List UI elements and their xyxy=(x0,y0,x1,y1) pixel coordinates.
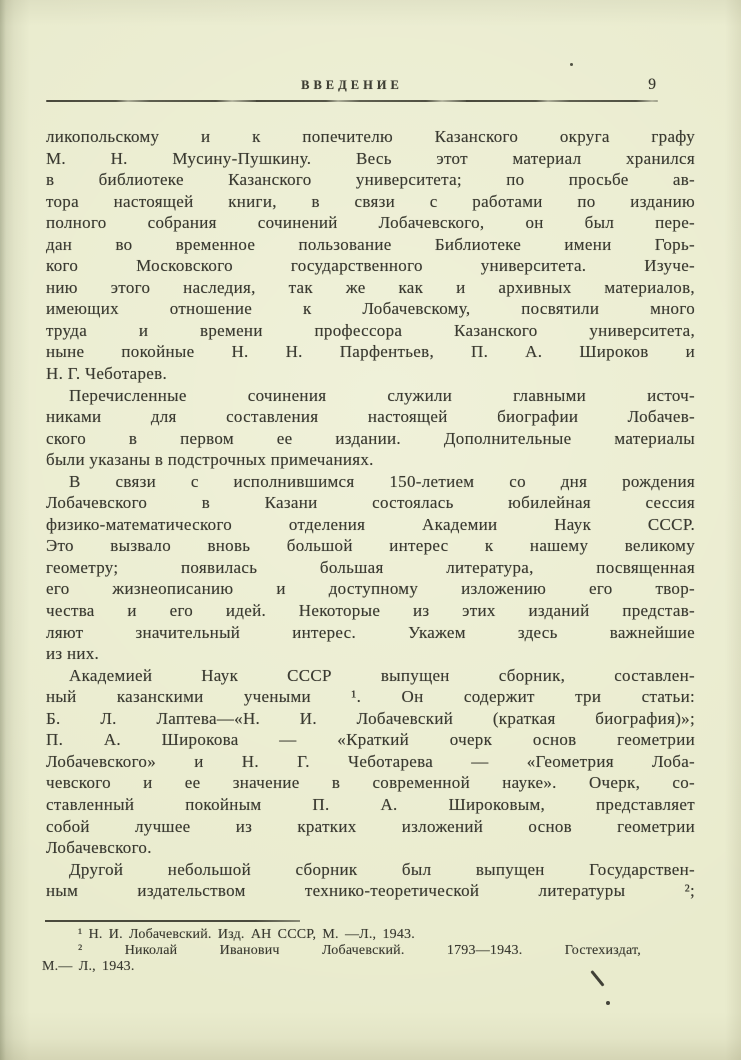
text-line: тора настоящей книги, в связи с работами по изданию xyxy=(46,191,695,211)
header-rule xyxy=(46,100,658,102)
text-line: труда и времени профессора Казанского университета, xyxy=(46,320,695,340)
text-line: имеющих отношение к Лобачевскому, посвятили много xyxy=(46,299,695,319)
text-line: Лобачевского в Казани состоялась юбилейная сессия xyxy=(46,493,695,513)
footnote-line: ² Николай Иванович Лобачевский. 1793—1943. Гостехиздат, xyxy=(78,942,641,958)
text-line: геометру; появилась большая литература, посвященная xyxy=(46,557,695,577)
footnote xyxy=(42,943,641,975)
paragraph xyxy=(46,471,695,665)
footnote-line: М.— Л., 1943. xyxy=(42,958,135,974)
text-line: ликопольскому и к попечителю Казанского округа графу xyxy=(46,127,695,146)
paragraph xyxy=(46,126,695,385)
paragraph xyxy=(46,385,695,471)
text-line: Это вызвало вновь большой интерес к нашему великому xyxy=(46,536,695,556)
text-line: Другой небольшой сборник был выпущен Государствен- xyxy=(69,859,695,879)
text-line: М. Н. Мусину-Пушкину. Весь этот материал хранился xyxy=(46,148,695,168)
text-line: ный казанскими учеными ¹. Он содержит три статьи: xyxy=(46,687,695,707)
text-line: Н. Г. Чеботарев. xyxy=(46,364,168,384)
text-line: Лобачевского. xyxy=(46,838,152,858)
page-number: 9 xyxy=(648,76,656,93)
text-line: ского в первом ее издании. Дополнительные материалы xyxy=(46,428,695,448)
footnote-rule xyxy=(45,920,300,922)
text-line: П. А. Широкова — «Краткий очерк основ геометрии xyxy=(46,730,695,750)
text-line: полного собрания сочинений Лобачевского, он был пере- xyxy=(46,213,695,233)
text-line: нию этого наследия, так же как и архивных материалов, xyxy=(46,277,695,297)
paragraph xyxy=(46,859,695,902)
scan-speck-icon xyxy=(570,63,573,66)
text-line: были указаны в подстрочных примечаниях. xyxy=(46,450,374,470)
text-line: ставленный покойным П. А. Широковым, представляет xyxy=(46,794,695,814)
text-line: кого Московского государственного университета. Изуче- xyxy=(46,256,695,276)
text-line: В связи с исполнившимся 150-летием со дня рождения xyxy=(69,471,695,491)
body-text xyxy=(46,126,695,902)
text-line: из них. xyxy=(46,644,100,664)
text-line: Б. Л. Лаптева—«Н. И. Лобачевский (краткая биография)»; xyxy=(46,708,695,728)
text-line: никами для составления настоящей биографии Лобачев- xyxy=(46,407,695,427)
text-line: собой лучшее из кратких изложений основ геометрии xyxy=(46,816,695,836)
text-line: в библиотеке Казанского университета; по просьбе ав- xyxy=(46,170,695,190)
scan-dot-icon xyxy=(606,1001,610,1005)
text-line: Академией Наук СССР выпущен сборник, составлен- xyxy=(69,665,695,685)
text-line: его жизнеописанию и доступному изложению его твор- xyxy=(46,579,695,599)
paragraph xyxy=(46,665,695,859)
text-line: ныне покойные Н. Н. Парфентьев, П. А. Широков и xyxy=(46,342,695,362)
text-line: дан во временное пользование Библиотеке имени Горь- xyxy=(46,234,695,254)
text-line: Перечисленные сочинения служили главными источ- xyxy=(69,385,695,405)
footnote-line: ¹ Н. И. Лобачевский. Изд. АН СССР, М. —Л., 1943. xyxy=(78,927,415,942)
text-line: чества и его идей. Некоторые из этих изданий представ- xyxy=(46,601,695,621)
footnote xyxy=(42,927,641,943)
text-line: чевского и ее значение в современной науке». Очерк, со- xyxy=(46,773,695,793)
text-line: ным издательством технико-теоретической литературы ²; xyxy=(46,881,695,901)
text-line: физико-математического отделения Академии Наук СССР. xyxy=(46,514,695,534)
footnotes xyxy=(42,927,641,974)
running-head xyxy=(46,76,658,98)
text-line: ляют значительный интерес. Укажем здесь важнейшие xyxy=(46,622,695,642)
text-line: Лобачевского» и Н. Г. Чеботарева — «Геометрия Лоба- xyxy=(46,751,695,771)
chapter-title: ВВЕДЕНИЕ xyxy=(301,78,403,92)
